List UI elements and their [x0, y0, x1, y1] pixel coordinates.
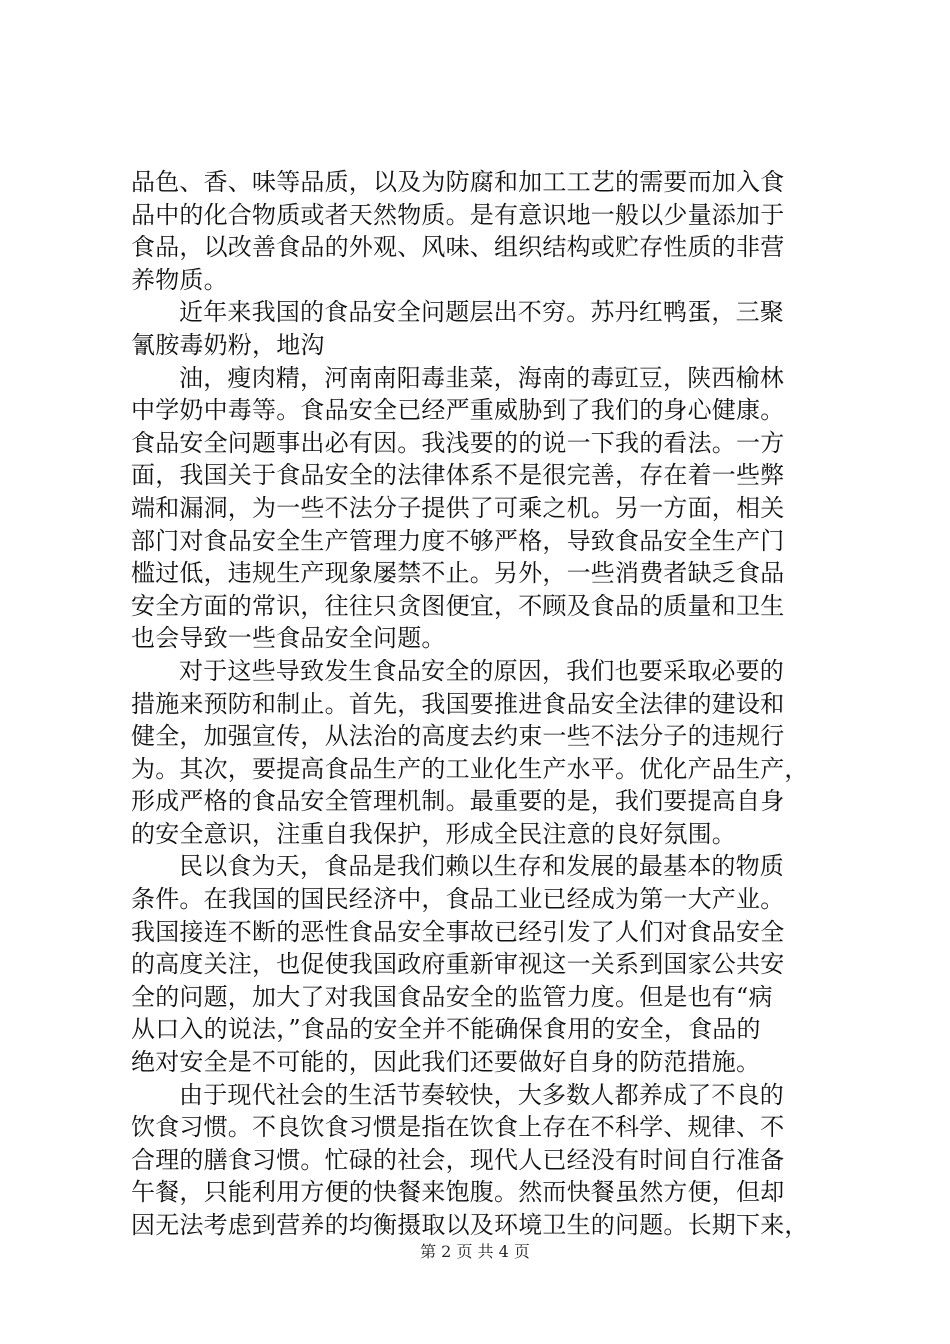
text-line: 因无法考虑到营养的均衡摄取以及环境卫生的问题。长期下来，	[131, 1211, 809, 1239]
text-line: 端和漏洞，为一些不法分子提供了可乘之机。另一方面，相关	[131, 493, 785, 522]
paragraph-first-line: 近年来我国的食品安全问题层出不穷。苏丹红鸭蛋，三聚	[179, 298, 784, 327]
text-line: 措施来预防和制止。首先，我国要推进食品安全法律的建设和	[131, 689, 785, 718]
text-line: 食品安全问题事出必有因。我浅要的的说一下我的看法。一方	[131, 428, 785, 457]
text-line: 中学奶中毒等。食品安全已经严重威胁到了我们的身心健康。	[131, 396, 785, 425]
paragraph-first-line: 油，瘦肉精，河南南阳毒韭菜，海南的毒豇豆，陕西榆林	[179, 363, 784, 392]
paragraph-first-line: 民以食为天，食品是我们赖以生存和发展的最基本的物质	[179, 852, 784, 881]
paragraph-first-line: 对于这些导致发生食品安全的原因，我们也要采取必要的	[179, 656, 784, 685]
text-line: 食品，以改善食品的外观、风味、组织结构或贮存性质的非营	[131, 233, 785, 262]
text-line: 部门对食品安全生产管理力度不够严格，导致食品安全生产门	[131, 526, 785, 555]
text-line: 的高度关注，也促使我国政府重新审视这一关系到国家公共安	[131, 950, 785, 979]
page-footer	[0, 1242, 950, 1262]
text-line: 养物质。	[131, 265, 228, 294]
text-line: 安全方面的常识，往往只贪图便宜，不顾及食品的质量和卫生	[131, 591, 785, 620]
text-line: 品色、香、味等品质，以及为防腐和加工工艺的需要而加入食	[131, 168, 785, 196]
text-line: 形成严格的食品安全管理机制。最重要的是，我们要提高自身	[131, 787, 785, 816]
text-line: 条件。在我国的国民经济中，食品工业已经成为第一大产业。	[131, 885, 785, 914]
text-line: 全的问题，加大了对我国食品安全的监管力度。但是也有“病	[131, 982, 773, 1011]
text-line: 我国接连不断的恶性食品安全事故已经引发了人们对食品安全	[131, 917, 785, 946]
text-line: 午餐，只能利用方便的快餐来饱腹。然而快餐虽然方便，但却	[131, 1178, 785, 1207]
page-number-label: 第 2 页 共 4 页	[420, 1242, 530, 1261]
body-text	[131, 166, 836, 1242]
text-line: 也会导致一些食品安全问题。	[131, 624, 446, 653]
text-line: 合理的膳食习惯。忙碌的社会，现代人已经没有时间自行准备	[131, 1145, 785, 1174]
text-line: 品中的化合物质或者天然物质。是有意识地一般以少量添加于	[131, 200, 785, 229]
text-line: 健全，加强宣传，从法治的高度去约束一些不法分子的违规行	[131, 722, 785, 751]
text-line: 的安全意识，注重自我保护，形成全民注意的良好氛围。	[131, 819, 736, 848]
text-line: 从口入的说法，”食品的安全并不能确保食用的安全，食品的	[131, 1015, 761, 1044]
text-line: 为。其次，要提高食品生产的工业化生产水平。优化产品生产，	[131, 754, 809, 783]
text-line: 饮食习惯。不良饮食习惯是指在饮食上存在不科学、规律、不	[131, 1113, 785, 1142]
text-line: 绝对安全是不可能的，因此我们还要做好自身的防范措施。	[131, 1048, 761, 1077]
text-line: 面，我国关于食品安全的法律体系不是很完善，存在着一些弊	[131, 461, 785, 490]
text-line: 槛过低，违规生产现象屡禁不止。另外，一些消费者缺乏食品	[131, 559, 785, 588]
text-line: 氰胺毒奶粉，地沟	[131, 330, 325, 359]
paragraph-first-line: 由于现代社会的生活节奏较快，大多数人都养成了不良的	[179, 1080, 784, 1109]
